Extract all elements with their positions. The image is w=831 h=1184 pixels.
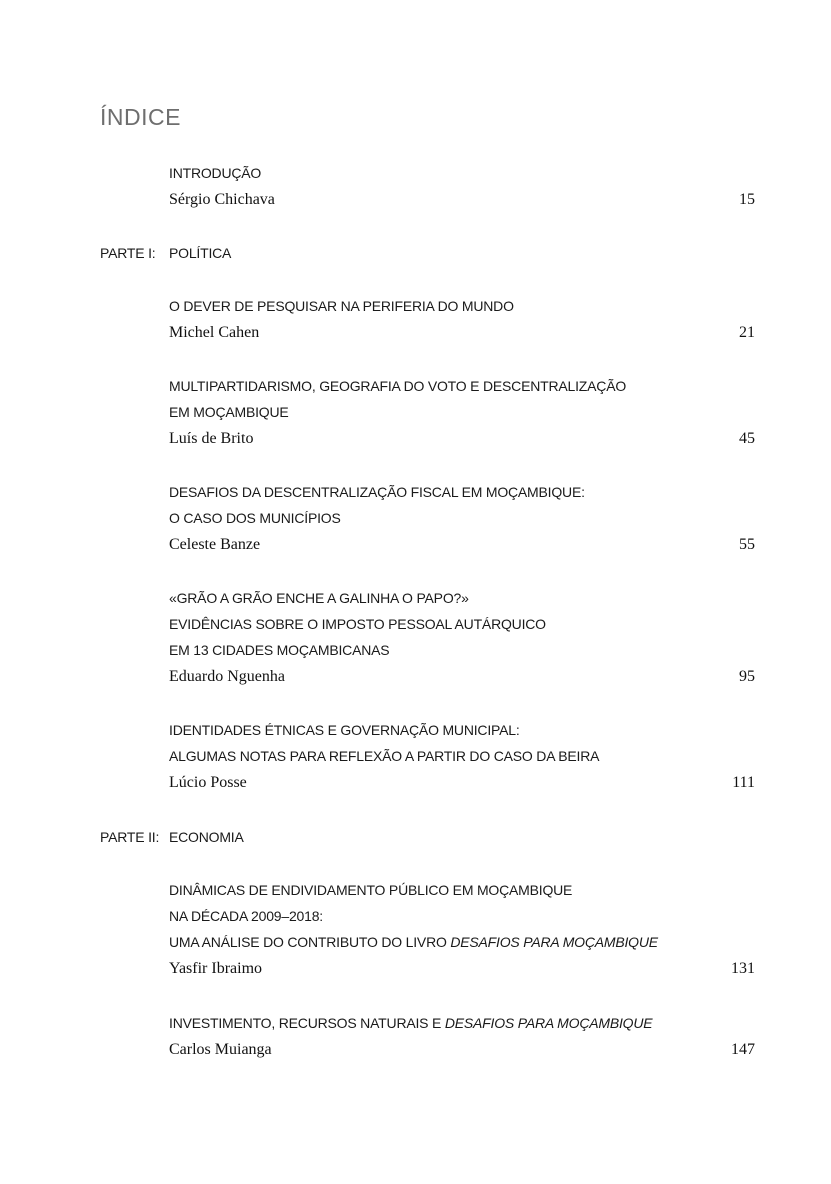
entry-7-title-line-1: [169, 1015, 652, 1031]
entry-6-page-number: 131: [731, 960, 755, 977]
entry-6-title-line-2: NA DÉCADA 2009–2018:: [169, 908, 323, 924]
entry-4-title-line-3: EM 13 CIDADES MOÇAMBICANAS: [169, 642, 390, 658]
entry-7-title-line-1-prefix: INVESTIMENTO, RECURSOS NATURAIS E: [169, 1015, 445, 1031]
part-1-label: PARTE I:: [100, 245, 156, 261]
entry-3-title-line-2: O CASO DOS MUNICÍPIOS: [169, 510, 341, 526]
entry-2-title-line-1: MULTIPARTIDARISMO, GEOGRAFIA DO VOTO E DESCENTRALIZAÇÃO: [169, 378, 627, 394]
page-number-introduction: 15: [739, 191, 755, 208]
entry-7-author: Carlos Muianga: [169, 1041, 272, 1058]
entry-5-title-line-1: IDENTIDADES ÉTNICAS E GOVERNAÇÃO MUNICIPAL:: [169, 722, 520, 738]
entry-3-page-number: 55: [739, 536, 755, 553]
entry-7-title-line-1-book-title: DESAFIOS PARA MOÇAMBIQUE: [444, 1015, 653, 1031]
part-1-title: POLÍTICA: [169, 245, 232, 261]
entry-5-title-line-2: ALGUMAS NOTAS PARA REFLEXÃO A PARTIR DO CASO DA BEIRA: [169, 748, 600, 764]
part-2-title: ECONOMIA: [169, 829, 244, 845]
entry-1-page-number: 21: [739, 324, 755, 341]
entry-4-title-line-2: EVIDÊNCIAS SOBRE O IMPOSTO PESSOAL AUTÁRQUICO: [169, 616, 546, 632]
entry-4-title-line-1: «GRÃO A GRÃO ENCHE A GALINHA O PAPO?»: [169, 590, 469, 606]
entry-6-title-line-3-prefix: UMA ANÁLISE DO CONTRIBUTO DO LIVRO: [169, 934, 451, 950]
entry-1-author: Michel Cahen: [169, 324, 260, 341]
entry-author-introduction: Sérgio Chichava: [169, 191, 275, 208]
entry-2-title-line-2: EM MOÇAMBIQUE: [169, 404, 289, 420]
entry-6-title-line-3: [169, 934, 658, 950]
entry-4-author: Eduardo Nguenha: [169, 668, 285, 685]
entry-4-page-number: 95: [739, 668, 755, 685]
entry-2-author: Luís de Brito: [169, 430, 254, 447]
entry-6-author: Yasfir Ibraimo: [169, 960, 263, 977]
entry-3-title-line-1: DESAFIOS DA DESCENTRALIZAÇÃO FISCAL EM MOÇAMBIQUE:: [169, 484, 585, 500]
entry-title-introduction: INTRODUÇÃO: [169, 165, 262, 181]
entry-6-title-line-3-book-title: DESAFIOS PARA MOÇAMBIQUE: [450, 934, 658, 950]
entry-5-page-number: 111: [732, 774, 755, 791]
entry-1-title-line-1: O DEVER DE PESQUISAR NA PERIFERIA DO MUNDO: [169, 298, 514, 314]
entry-6-title-line-1: DINÂMICAS DE ENDIVIDAMENTO PÚBLICO EM MOÇAMBIQUE: [169, 882, 573, 898]
entry-7-page-number: 147: [731, 1041, 755, 1058]
entry-3-author: Celeste Banze: [169, 536, 261, 553]
part-2-label: PARTE II:: [100, 829, 160, 845]
index-heading: ÍNDICE: [100, 104, 181, 130]
entry-5-author: Lúcio Posse: [169, 774, 247, 791]
entry-2-page-number: 45: [739, 430, 755, 447]
